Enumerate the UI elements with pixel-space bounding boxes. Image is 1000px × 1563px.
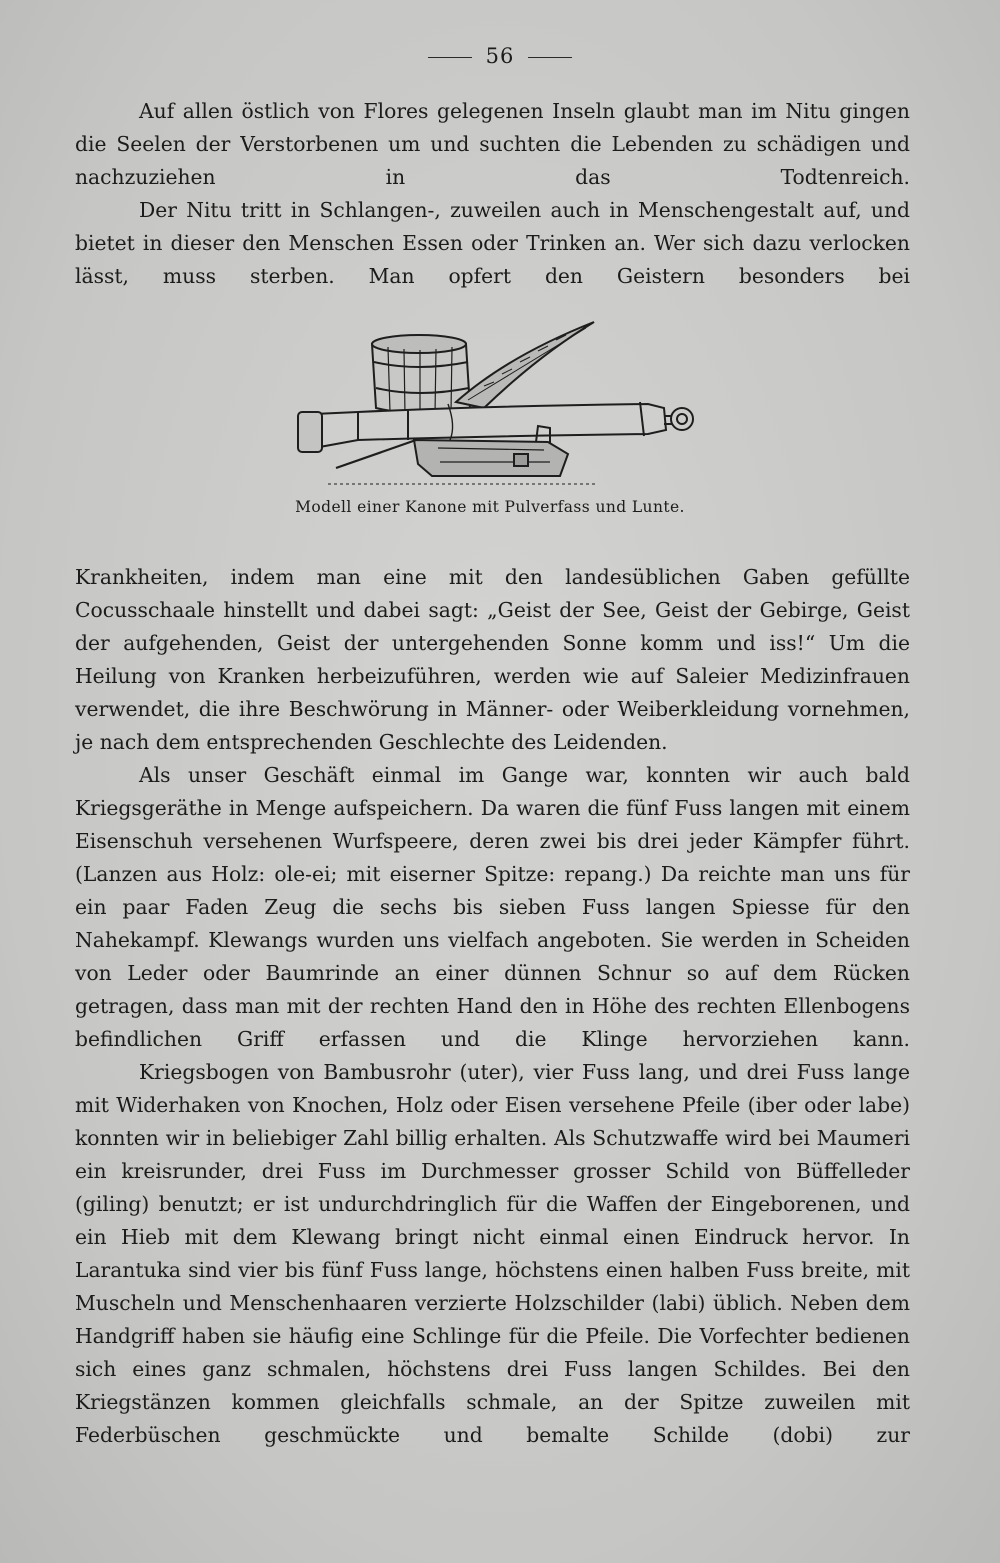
cannon-figure: [270, 312, 710, 540]
header-dash-right: [528, 57, 572, 58]
text-block-bottom: [75, 561, 910, 1452]
paragraph-war-equipment: Als unser Geschäft einmal im Gange war, konnten wir auch bald Kriegsgeräthe in Menge aufspeichern. Da waren die fünf Fuss langen mit einem Eisenschuh versehenen Wurfspeere, deren zwei bis drei jeder Kämpfer führt. (Lanzen aus Holz: ole-ei; mit eiserner Spitze: repang.) Da reichte man uns für ein paar Faden Zeug die sechs bis sieben Fuss langen Spiesse für den Nahekampf. Klewangs wurden uns vielfach angeboten. Sie werden in Scheiden von Leder oder Baumrinde an einer dünnen Schnur so auf dem Rücken getragen, dass man mit der rechten Hand den in Höhe des rechten Ellenbogens befindlichen Griff erfassen und die Klinge hervorziehen kann.: [75, 763, 910, 1051]
paragraph-nitu-souls: Auf allen östlich von Flores gelegenen Inseln glaubt man im Nitu gingen die Seelen der Verstorbenen um und suchten die Lebenden zu schädigen und nachzuziehen in das Todtenreich.: [75, 99, 910, 189]
paragraph-nitu-shapes: Der Nitu tritt in Schlangen-, zuweilen auch in Menschengestalt auf, und bietet in dieser den Menschen Essen oder Trinken an. Wer sich dazu verlocken lässt, muss sterben. Man opfert den Geistern besonders bei: [75, 198, 910, 288]
cannon-powder-keg-fuse-illustration-icon: [288, 316, 708, 496]
paragraph-healing-rites: Krankheiten, indem man eine mit den landesüblichen Gaben gefüllte Cocusschaale hinstellt und dabei sagt: „Geist der See, Geist der Gebirge, Geist der aufgehenden, Geist der untergehenden Sonne komm und iss!“ Um die Heilung von Kranken herbeizuführen, werden wie auf Saleier Medizinfrauen verwendet, die ihre Beschwörung in Männer- oder Weiberkleidung vornehmen, je nach dem entsprechenden Geschlechte des Leidenden.: [75, 565, 910, 754]
page-number: 56: [485, 44, 515, 68]
figure-caption: Modell einer Kanone mit Pulverfass und Lunte.: [295, 498, 685, 516]
paragraph-bows-and-shields: Kriegsbogen von Bambusrohr (uter), vier Fuss lang, und drei Fuss lange mit Widerhaken von Knochen, Holz oder Eisen versehene Pfeile (iber oder labe) konnten wir in beliebiger Zahl billig erhalten. Als Schutzwaffe wird bei Maumeri ein kreisrunder, drei Fuss im Durchmesser grosser Schild von Büffelleder (giling) benutzt; er ist undurchdringlich für die Waffen der Eingeborenen, und ein Hieb mit dem Klewang bringt nicht einmal einen Eindruck hervor. In Larantuka sind vier bis fünf Fuss lange, höchstens einen halben Fuss breite, mit Muscheln und Menschenhaaren verzierte Holzschilder (labi) üblich. Neben dem Handgriff haben sie häufig eine Schlinge für die Pfeile. Die Vorfechter bedienen sich eines ganz schmalen, höchstens drei Fuss langen Schildes. Bei den Kriegstänzen kommen gleichfalls schmale, an der Spitze zuweilen mit Federbüschen geschmückte und bemalte Schilde (dobi) zur: [75, 1060, 910, 1447]
header-dash-left: [428, 57, 472, 58]
page-number-header: [0, 44, 1000, 68]
text-block-top: [75, 95, 910, 293]
